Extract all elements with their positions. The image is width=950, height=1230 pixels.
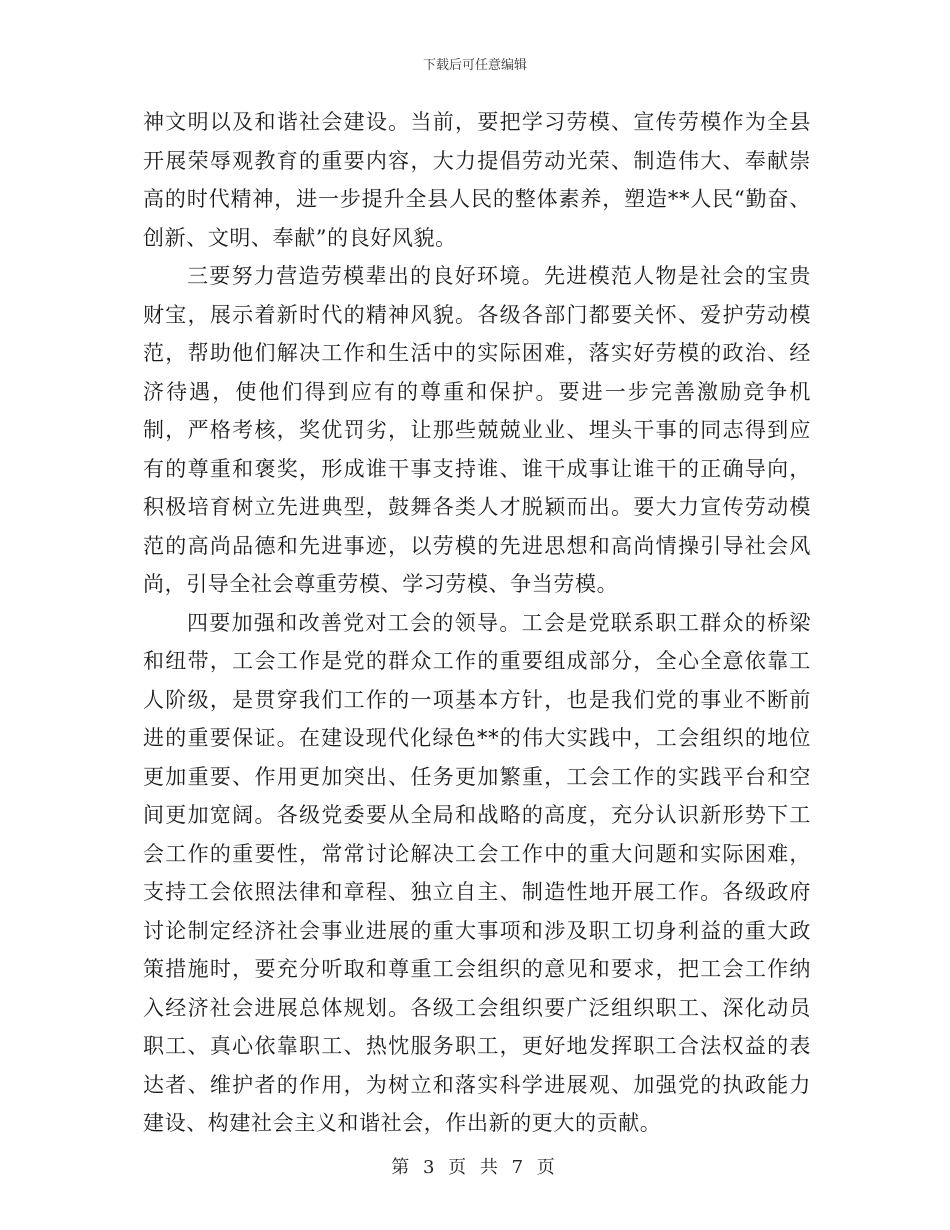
- paragraph-four: 四要加强和改善党对工会的领导。工会是党联系职工群众的桥梁和纽带，工会工作是党的群众工作的重要组成部分，全心全意依靠工人阶级，是贯穿我们工作的一项基本方针，也是我们党的事业不断前进的重要保证。在建设现代化绿色**的伟大实践中，工会组织的地位更加重要、作用更加突出、任务更加繁重，工会工作的实践平台和空间更加宽阔。各级党委要从全局和战略的高度，充分认识新形势下工会工作的重要性，常常讨论解决工会工作中的重大问题和实际困难，支持工会依照法律和章程、独立自主、制造性地开展工作。各级政府讨论制定经济社会事业进展的重大事项和涉及职工切身利益的重大政策措施时，要充分听取和尊重工会组织的意见和要求，把工会工作纳入经济社会进展总体规划。各级工会组织要广泛组织职工、深化动员职工、真心依靠职工、热忱服务职工，更好地发挥职工合法权益的表达者、维护者的作用，为树立和落实科学进展观、加强党的执政能力建设、构建社会主义和谐社会，作出新的更大的贡献。: [143, 610, 811, 1135]
- paragraph-three: 三要努力营造劳模辈出的良好环境。先进模范人物是社会的宝贵财宝，展示着新时代的精神风貌。各级各部门都要关怀、爱护劳动模范，帮助他们解决工作和生活中的实际困难，落实好劳模的政治、经济待遇，使他们得到应有的尊重和保护。要进一步完善激励竞争机制，严格考核，奖优罚劣，让那些兢兢业业、埋头干事的同志得到应有的尊重和褒奖，形成谁干事支持谁、谁干成事让谁干的正确导向，积极培育树立先进典型，鼓舞各类人才脱颖而出。要大力宣传劳动模范的高尚品德和先进事迹，以劳模的先进思想和高尚情操引导社会风尚，引导全社会尊重劳模、学习劳模、争当劳模。: [143, 264, 811, 596]
- header-note: 下载后可任意编辑: [422, 58, 527, 73]
- page-number: 第 3 页 共 7 页: [391, 1157, 559, 1178]
- paragraph-continuation: 神文明以及和谐社会建设。当前，要把学习劳模、宣传劳模作为全县开展荣辱观教育的重要内容，大力提倡劳动光荣、制造伟大、奉献崇高的时代精神，进一步提升全县人民的整体素养，塑造**人民“勤奋、创新、文明、奉献”的良好风貌。: [143, 110, 811, 250]
- document-body: [143, 103, 811, 1143]
